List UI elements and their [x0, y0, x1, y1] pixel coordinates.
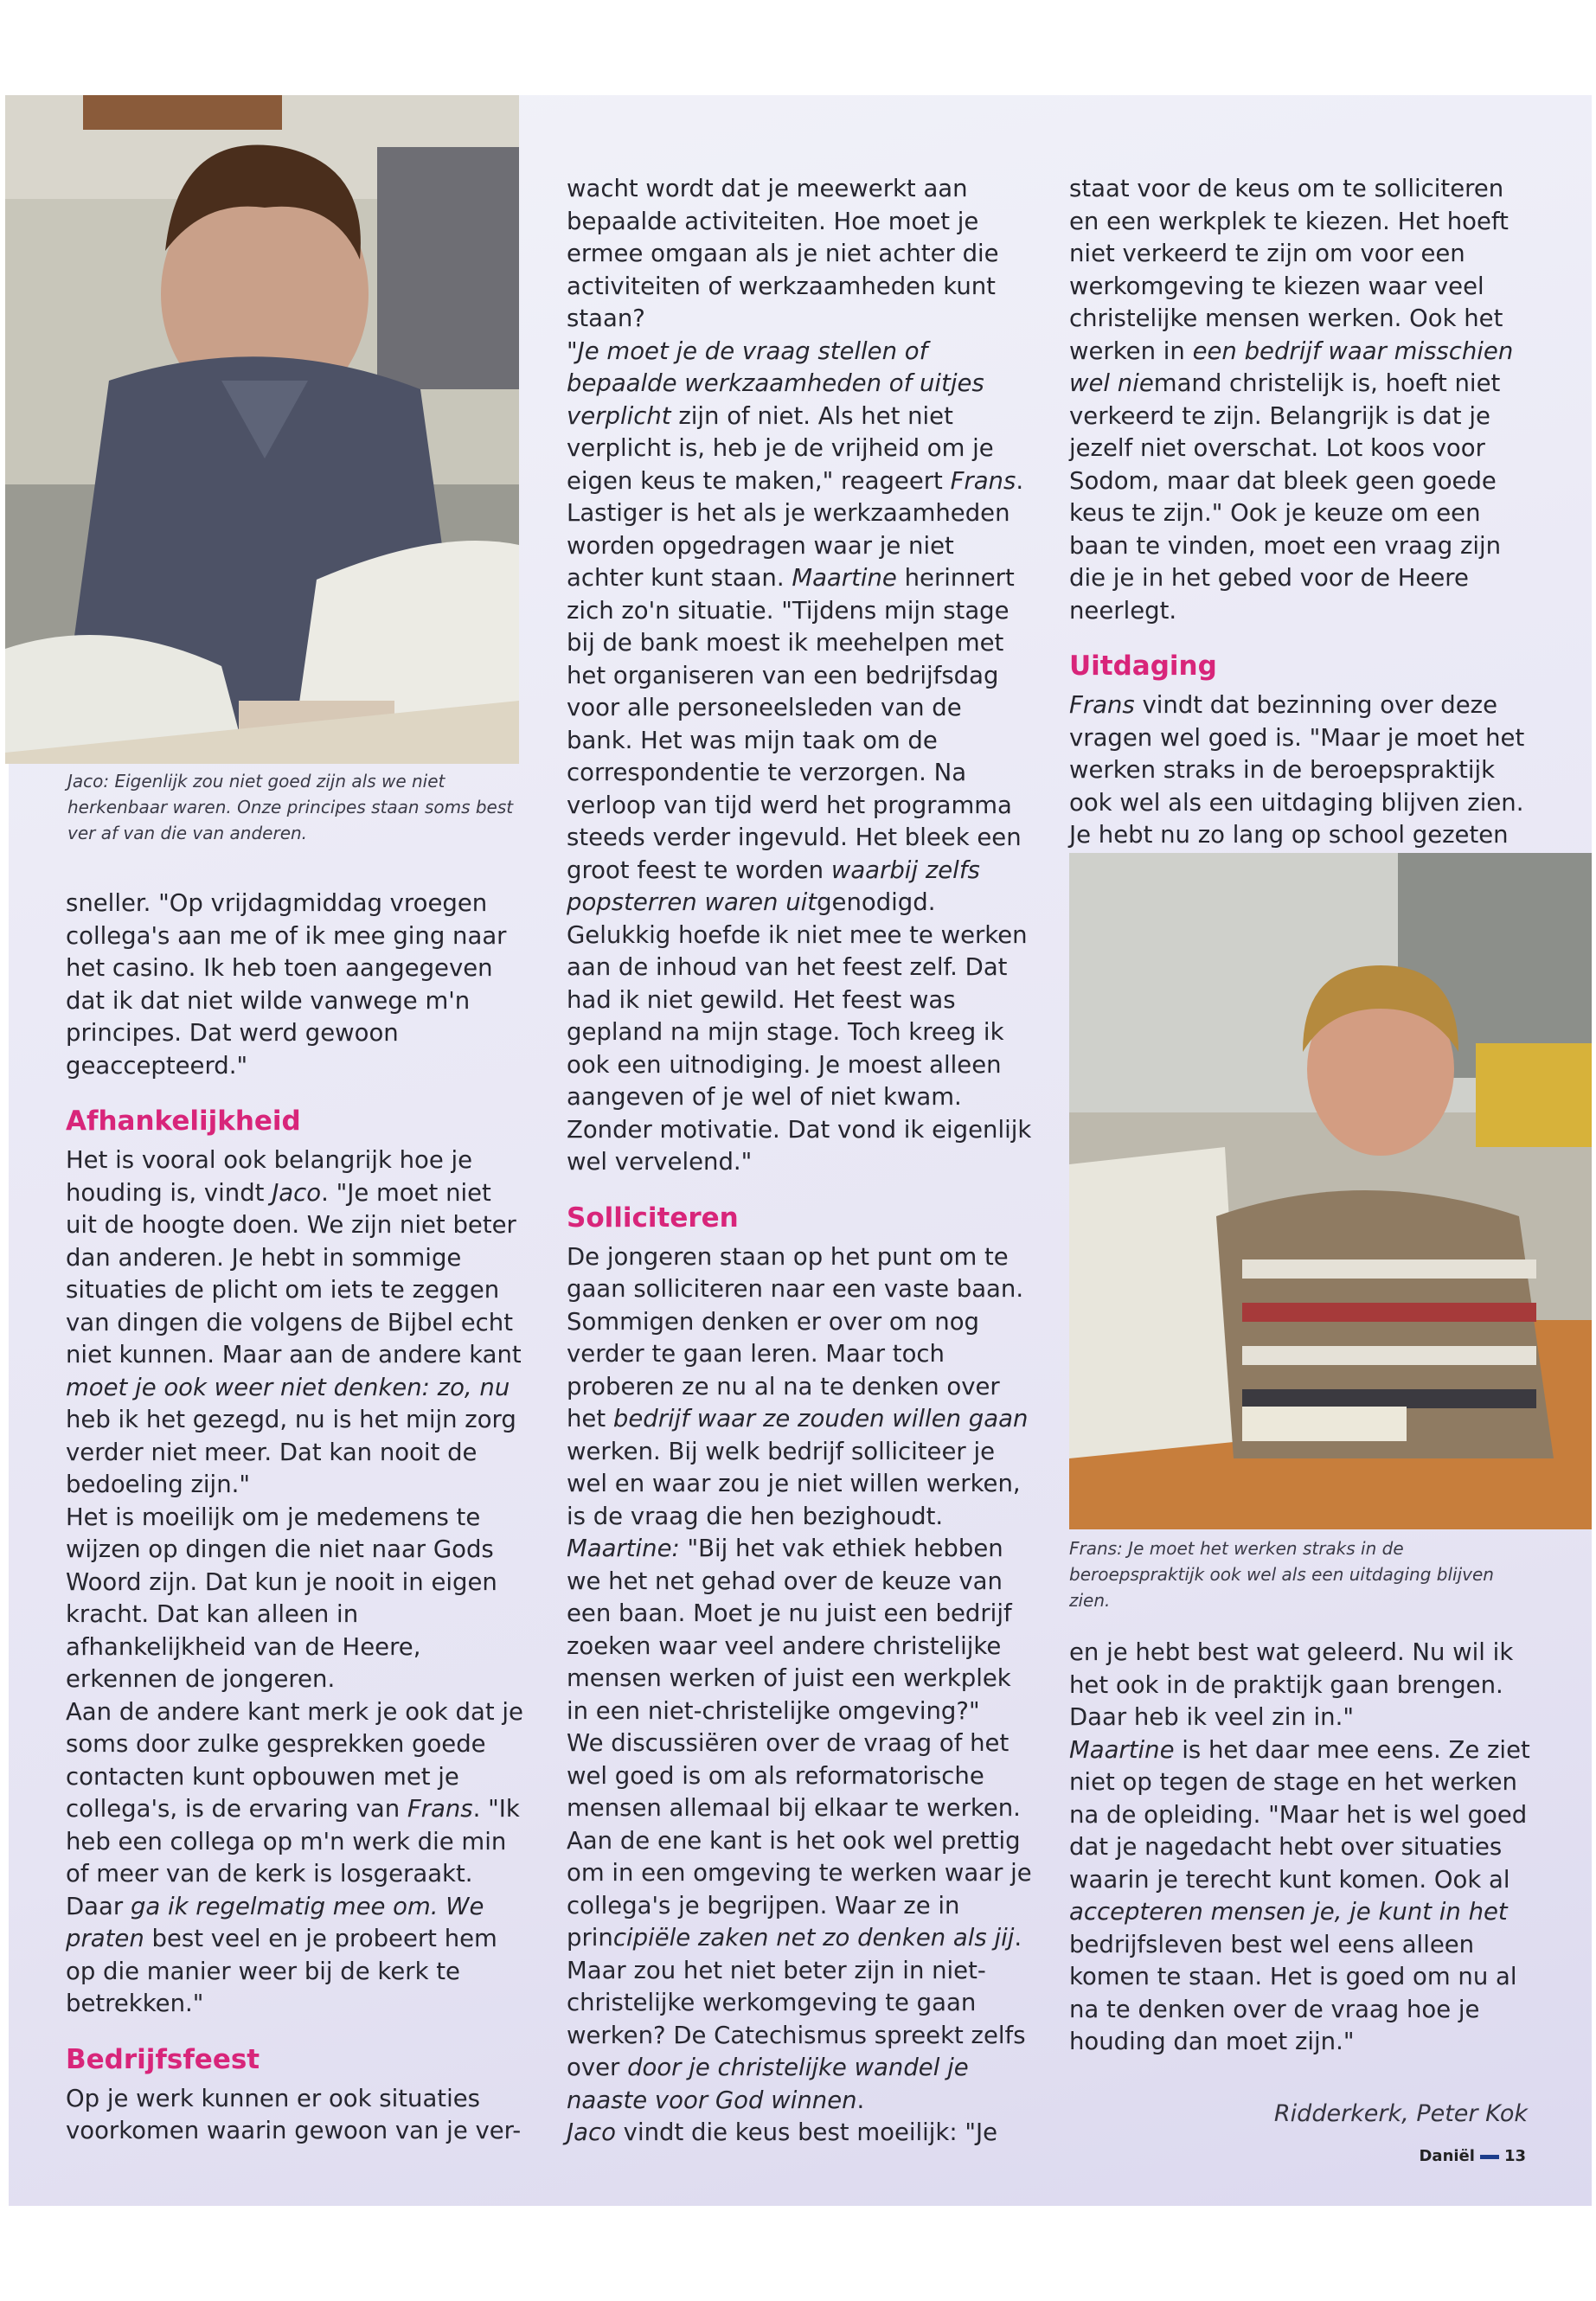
byline: Ridderkerk, Peter Kok — [1273, 2100, 1528, 2127]
folio-dash-icon — [1480, 2155, 1499, 2159]
column-1 — [66, 888, 524, 2148]
magazine-page — [9, 95, 1592, 2206]
paragraph: wacht wordt dat je meewerkt aan bepaalde activiteiten. Hoe moet je ermee omgaan als je niet achter die activiteiten of werkzaamheden kunt staan? — [567, 175, 999, 332]
paragraph: Maartine is het daar mee eens. Ze ziet niet op tegen de stage en het werken na de opleiding. "Maar het is wel goed dat je nagedacht hebt over situaties waarin je terecht kunt komen. Ook al accepteren mensen je, je kunt in het bedrijfsleven best wel eens alleen komen te staan. Het is goed om nu al na te denken over de vraag hoe je houding dan moet zijn." — [1069, 1735, 1530, 2055]
paragraph: Maartine: "Bij het vak ethiek hebben we het net gehad over de keuze van een baan. Moet je nu juist een bedrijf zoeken waar veel andere christelijke mensen werken of juist een werkplek in een niet-christelijke omgeving?" — [567, 1535, 1012, 1725]
paragraph: Frans vindt dat bezinning over deze vragen wel goed is. "Maar je moet het werken straks in de beroepspraktijk ook wel als een uitdaging blijven zien. Je hebt nu zo lang op school gezeten — [1069, 691, 1525, 849]
page-number: 13 — [1503, 2147, 1526, 2165]
paragraph: sneller. "Op vrijdagmiddag vroegen collega's aan me of ik mee ging naar het casino. Ik heb toen aangegeven dat ik dat niet wilde vanwege m'n principes. Dat werd gewoon geaccepteerd." — [66, 889, 507, 1080]
magazine-name: Daniël — [1419, 2147, 1475, 2165]
paragraph: en je hebt best wat geleerd. Nu wil ik het ook in de praktijk gaan brengen. Daar heb ik veel zin in." — [1069, 1638, 1514, 1731]
paragraph: Aan de andere kant merk je ook dat je soms door zulke gesprekken goede contacten kunt opbouwen met je collega's, is de ervaring van Frans. "Ik heb een collega op m'n werk die min of meer van de kerk is losgeraakt. Daar ga ik regelmatig mee om. We praten best veel en je probeert hem op die manier weer bij de kerk te betrekken." — [66, 1697, 523, 2017]
page-folio — [1419, 2147, 1526, 2165]
paragraph: staat voor de keus om te solliciteren en een werkplek te kiezen. Het hoeft niet verkeerd te zijn om voor een werkomgeving te kiezen waar veel christelijke mensen werken. Ook het werken in een bedrijf waar misschien wel niemand christelijk is, hoeft niet verkeerd te zijn. Belangrijk is dat je jezelf niet overschat. Lot koos voor Sodom, maar dat bleek geen goede keus te zijn." Ook je keuze om een baan te vinden, moet een vraag zijn die je in het gebed voor de Heere neerlegt. — [1069, 175, 1514, 625]
column-3-top — [1069, 173, 1536, 852]
paragraph: "Je moet je de vraag stellen of bepaalde werkzaamheden of uitjes verplicht zijn of niet. Als het niet verplicht is, heb je de vrijheid om je eigen keus te maken," reageert Frans. — [567, 336, 1024, 495]
paragraph: De jongeren staan op het punt om te gaan solliciteren naar een vaste baan. Sommigen denken er over om nog verder te gaan leren. Maar toch proberen ze nu al na te denken over het bedrijf waar ze zouden willen gaan werken. Bij welk bedrijf solliciteer je wel en waar zou je niet willen werken, is de vraag die hen bezighoudt. — [567, 1242, 1029, 1530]
paragraph: We discussiëren over de vraag of het wel goed is om als reformatorische mensen allemaal bij elkaar te werken. Aan de ene kant is het ook wel prettig om in een omgeving te werken waar je collega's je begrijpen. Waar ze in principiële zaken net zo denken als jij. — [567, 1729, 1032, 1952]
paragraph: Op je werk kunnen er ook situaties voorkomen waarin gewoon van je ver- — [66, 2084, 522, 2144]
heading-bedrijfsfeest: Bedrijfsfeest — [66, 2043, 260, 2075]
paragraph: Maar zou het niet beter zijn in niet-christelijke werkomgeving te gaan werken? De Catechismus spreekt zelfs over door je christelijke wandel je naaste voor God winnen. — [567, 1956, 1026, 2114]
column-3-bottom — [1069, 1637, 1536, 2059]
paragraph: Lastiger is het als je werkzaamheden worden opgedragen waar je niet achter kunt staan. Maartine herinnert zich zo'n situatie. "Tijdens mijn stage bij de bank moest ik meehelpen met het organiseren van een bedrijfsdag voor alle personeelsleden van de bank. Het was mijn taak om de correspondentie te verzorgen. Na verloop van tijd werd het programma steeds verder ingevuld. Het bleek een groot feest te worden waarbij zelfs popsterren waren uitgenodigd. Gelukkig hoefde ik niet mee te werken aan de inhoud van het feest zelf. Dat had ik niet gewild. Het feest was gepland na mijn stage. Toch kreeg ik ook een uitnodiging. Je moest alleen aangeven of je wel of niet kwam. Zonder motivatie. Dat vond ik eigenlijk wel vervelend." — [567, 499, 1032, 1176]
photo-frans-caption: Frans: Je moet het werken straks in de beroepspraktijk ook wel als een uitdaging blijven zien. — [1069, 1538, 1494, 1611]
heading-afhankelijkheid: Afhankelijkheid — [66, 1106, 301, 1137]
paragraph: Jaco vindt die keus best moeilijk: "Je — [567, 2118, 998, 2146]
paragraph: Het is vooral ook belangrijk hoe je houding is, vindt Jaco. "Je moet niet uit de hoogte doen. We zijn niet beter dan anderen. Je hebt in sommige situaties de plicht om iets te zeggen van dingen die volgens de Bijbel echt niet kunnen. Maar aan de andere kant moet je ook weer niet denken: zo, nu heb ik het gezegd, nu is het mijn zorg verder niet meer. Dat kan nooit de bedoeling zijn." — [66, 1146, 522, 1498]
photo-jaco-caption: Jaco: Eigenlijk zou niet goed zijn als we niet herkenbaar waren. Onze principes staan soms best ver af van die van anderen. — [67, 771, 514, 843]
photo-frans — [1069, 853, 1592, 1529]
heading-uitdaging: Uitdaging — [1069, 651, 1217, 682]
column-2 — [567, 173, 1034, 2150]
photo-jaco — [5, 95, 519, 764]
paragraph: Het is moeilijk om je medemens te wijzen op dingen die niet naar Gods Woord zijn. Dat kun je nooit in eigen kracht. Dat kan alleen in afhankelijkheid van de Heere, erkennen de jongeren. — [66, 1503, 497, 1693]
heading-solliciteren: Solliciteren — [567, 1202, 739, 1234]
